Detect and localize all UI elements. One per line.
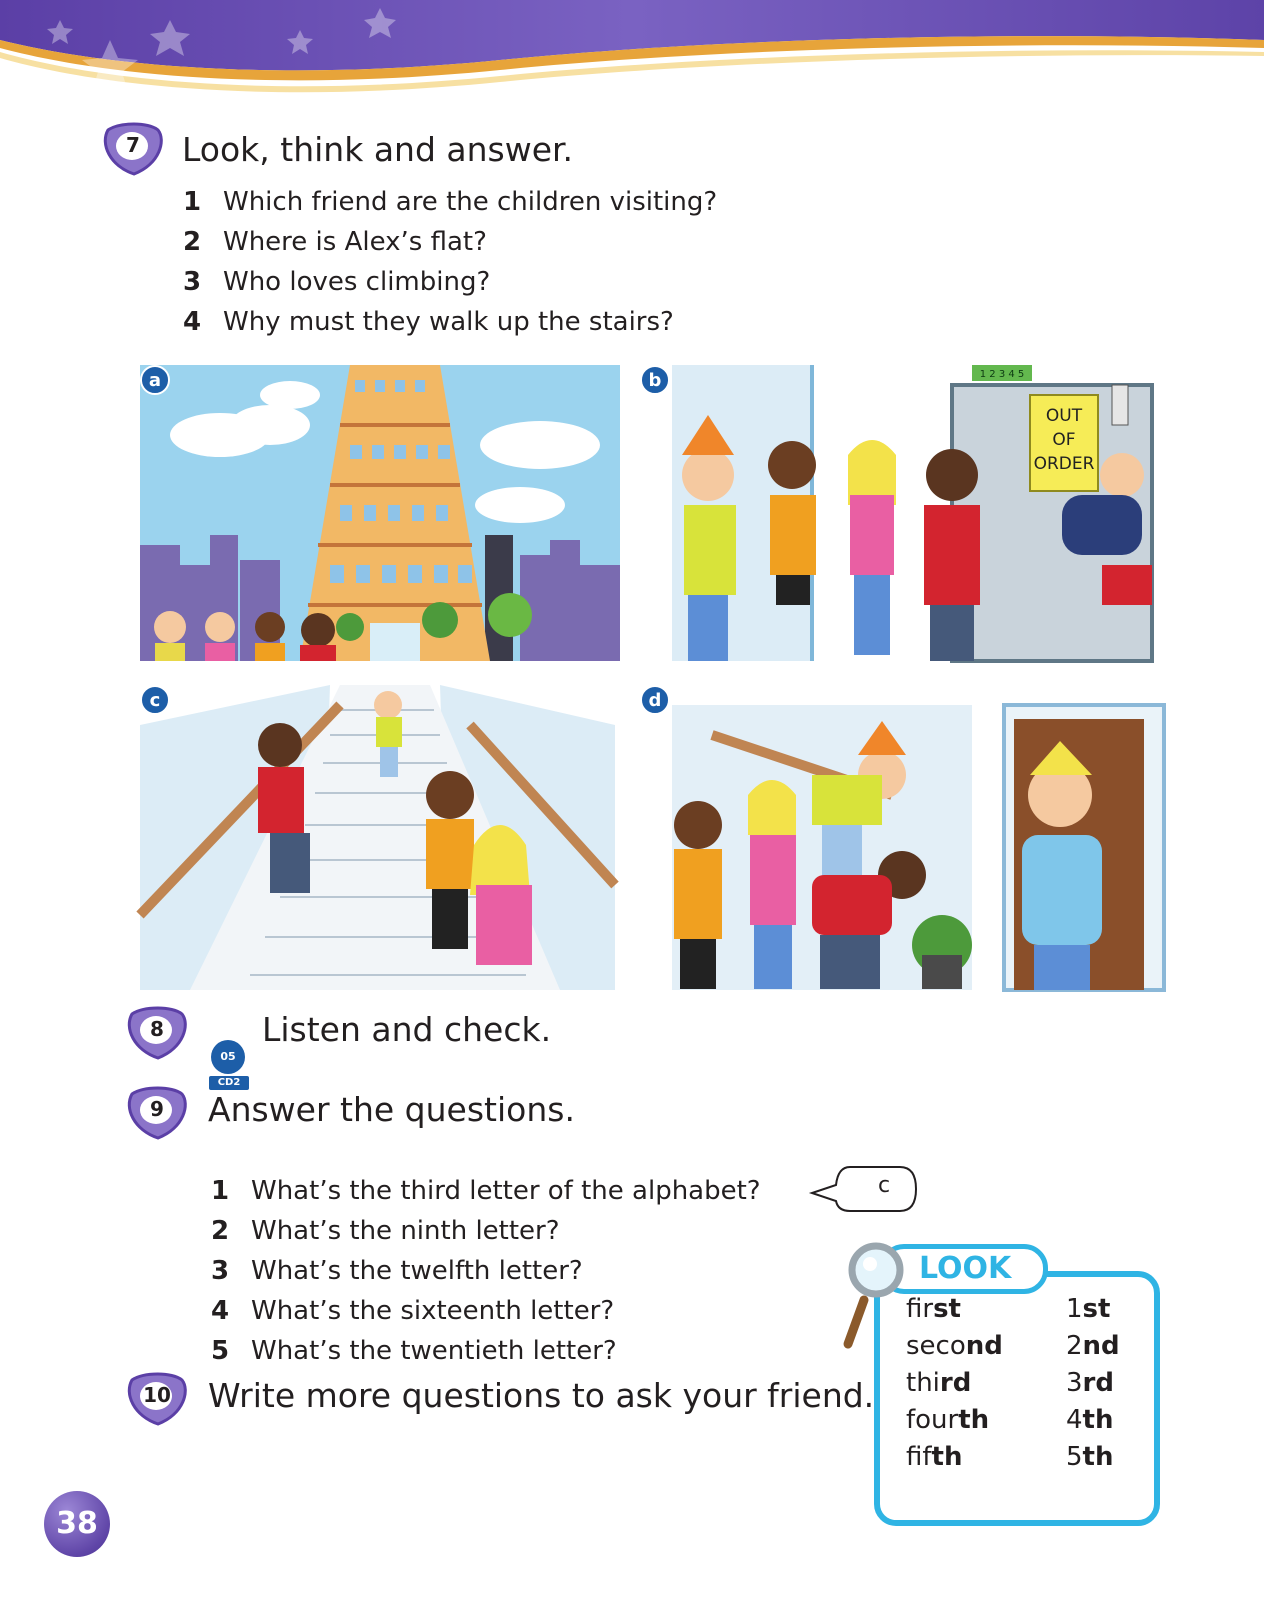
picture-d xyxy=(648,685,1172,990)
ordinal-word: third xyxy=(906,1368,972,1398)
audio-track-icon[interactable] xyxy=(209,1040,249,1092)
sign-text: OUT xyxy=(1045,406,1083,426)
ordinal-row xyxy=(906,1331,1146,1369)
ordinal-row xyxy=(906,1442,1146,1480)
exercise-number-badge xyxy=(100,120,166,178)
question-text: What’s the third letter of the alphabet? xyxy=(251,1176,761,1206)
stairs-illustration xyxy=(140,685,615,990)
list-item xyxy=(211,1171,761,1211)
list-item xyxy=(211,1291,761,1331)
page-number: 38 xyxy=(44,1491,110,1557)
play-icon: 05 xyxy=(211,1040,245,1074)
question-number: 2 xyxy=(211,1216,230,1246)
list-item xyxy=(211,1331,761,1371)
question-number: 1 xyxy=(211,1176,230,1206)
tower-block-illustration xyxy=(140,365,620,661)
cd-label: CD2 xyxy=(209,1076,249,1090)
lift-illustration xyxy=(652,365,1172,661)
question-text: Why must they walk up the stairs? xyxy=(223,307,674,337)
ordinal-number: 2nd xyxy=(1066,1331,1120,1361)
list-item xyxy=(211,1211,761,1251)
picture-b xyxy=(648,365,1172,661)
ordinal-row xyxy=(906,1405,1146,1443)
ordinal-number: 3rd xyxy=(1066,1368,1114,1398)
ordinal-number: 1st xyxy=(1066,1294,1111,1324)
question-text: Which friend are the children visiting? xyxy=(223,187,718,217)
list-item xyxy=(211,1251,761,1291)
exercise-number: 10 xyxy=(143,1383,171,1407)
question-list xyxy=(211,1171,761,1371)
example-answer: c xyxy=(877,1173,891,1198)
question-text: What’s the ninth letter? xyxy=(251,1216,560,1246)
sign-text: ORDER xyxy=(1033,454,1095,474)
question-text: What’s the twelfth letter? xyxy=(251,1256,583,1286)
picture-a xyxy=(140,365,620,661)
list-item xyxy=(183,302,717,342)
exercise-number-badge xyxy=(124,1370,190,1428)
floor-indicator-text: 1 2 3 4 5 xyxy=(979,369,1025,380)
magnifying-glass-icon xyxy=(842,1240,912,1350)
question-number: 5 xyxy=(211,1336,230,1366)
question-list xyxy=(183,182,717,342)
picture-label: d xyxy=(640,685,670,715)
ordinal-row xyxy=(906,1368,1146,1406)
exercise-title: Answer the questions. xyxy=(208,1090,575,1129)
question-text: What’s the sixteenth letter? xyxy=(251,1296,615,1326)
list-item xyxy=(183,182,717,222)
question-number: 3 xyxy=(183,267,202,297)
exercise-number: 8 xyxy=(150,1017,164,1041)
sign-text: OF xyxy=(1052,430,1076,450)
exercise-number-badge xyxy=(124,1004,190,1062)
question-number: 3 xyxy=(211,1256,230,1286)
picture-label: a xyxy=(140,365,170,395)
question-number: 4 xyxy=(183,307,202,337)
header-decoration xyxy=(0,0,1264,110)
ordinal-word: fifth xyxy=(906,1442,963,1472)
exercise-title: Look, think and answer. xyxy=(182,130,574,169)
list-item xyxy=(183,262,717,302)
ordinal-word: fourth xyxy=(906,1405,990,1435)
exercise-number-badge xyxy=(124,1084,190,1142)
question-number: 2 xyxy=(183,227,202,257)
ordinal-number: 5th xyxy=(1066,1442,1114,1472)
ordinal-row xyxy=(906,1294,1146,1332)
ordinal-word: second xyxy=(906,1331,1003,1361)
question-text: What’s the twentieth letter? xyxy=(251,1336,617,1366)
question-number: 4 xyxy=(211,1296,230,1326)
exercise-number: 7 xyxy=(126,133,140,157)
exercise-number: 9 xyxy=(150,1097,164,1121)
question-number: 1 xyxy=(183,187,202,217)
exercise-title: Write more questions to ask your friend. xyxy=(208,1376,875,1415)
look-title: LOOK xyxy=(880,1244,1048,1294)
picture-c xyxy=(140,685,615,990)
question-text: Where is Alex’s flat? xyxy=(223,227,487,257)
ordinal-number: 4th xyxy=(1066,1405,1114,1435)
question-text: Who loves climbing? xyxy=(223,267,491,297)
picture-label: b xyxy=(640,365,670,395)
door-illustration xyxy=(652,685,1172,990)
speech-bubble xyxy=(810,1163,920,1215)
ordinal-word: first xyxy=(906,1294,961,1324)
picture-label: c xyxy=(140,685,170,715)
list-item xyxy=(183,222,717,262)
exercise-title: Listen and check. xyxy=(262,1010,552,1049)
